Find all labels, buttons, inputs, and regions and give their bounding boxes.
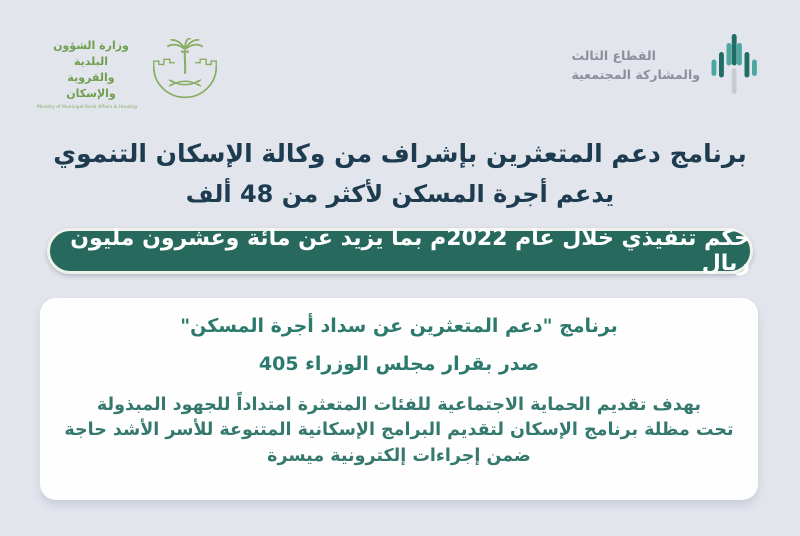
banner-text: حكم تنفيذي خلال عام 2022م بما يزيد عن مائة وعشرون مليون ريال: [70, 226, 750, 276]
card-paragraph-line1: بهدف تقديم الحماية الاجتماعية للفئات المتعثرة امتداداً للجهود المبذولة: [96, 395, 702, 415]
third-sector-logo-text: [571, 47, 700, 85]
card-heading2: صدر بقرار مجلس الوزراء 405: [258, 353, 540, 375]
card-paragraph: [40, 393, 758, 469]
headline-line1: برنامج دعم المتعثرين بإشراف من وكالة الإسكان التنموي: [53, 139, 747, 168]
card-heading1: برنامج "دعم المتعثرين عن سداد أجرة المسكن": [180, 315, 618, 337]
bars-house-arrow-icon: [710, 32, 758, 100]
program-card: [40, 298, 758, 500]
ministry-logo-text: [36, 38, 137, 110]
third-sector-logo: [571, 32, 758, 100]
ministry-logo: [36, 38, 223, 110]
third-sector-title-line2: والمشاركة المجتمعية: [571, 67, 700, 82]
card-paragraph-line2: تحت مظلة برنامج الإسكان لتقديم البرامج الإسكانية المتنوعة للأسر الأشد حاجة: [64, 420, 734, 441]
card-paragraph-line3: ضمن إجراءات إلكترونية ميسرة: [267, 445, 531, 466]
headline: [0, 139, 800, 208]
banner-pill: [47, 228, 753, 274]
ministry-title-line1: وزارة الشؤون البلدية: [53, 39, 129, 69]
third-sector-title-line1: القطاع الثالث: [571, 48, 656, 64]
ministry-title-line2: والقروية والإسكان: [66, 71, 116, 100]
ministry-subtitle-en: Ministry of Municipal Rural Affairs & Housing: [36, 104, 137, 110]
headline-line2: يدعم أجرة المسكن لأكثر من 48 ألف: [185, 180, 615, 208]
palm-tree-emblem-icon: [147, 38, 223, 110]
